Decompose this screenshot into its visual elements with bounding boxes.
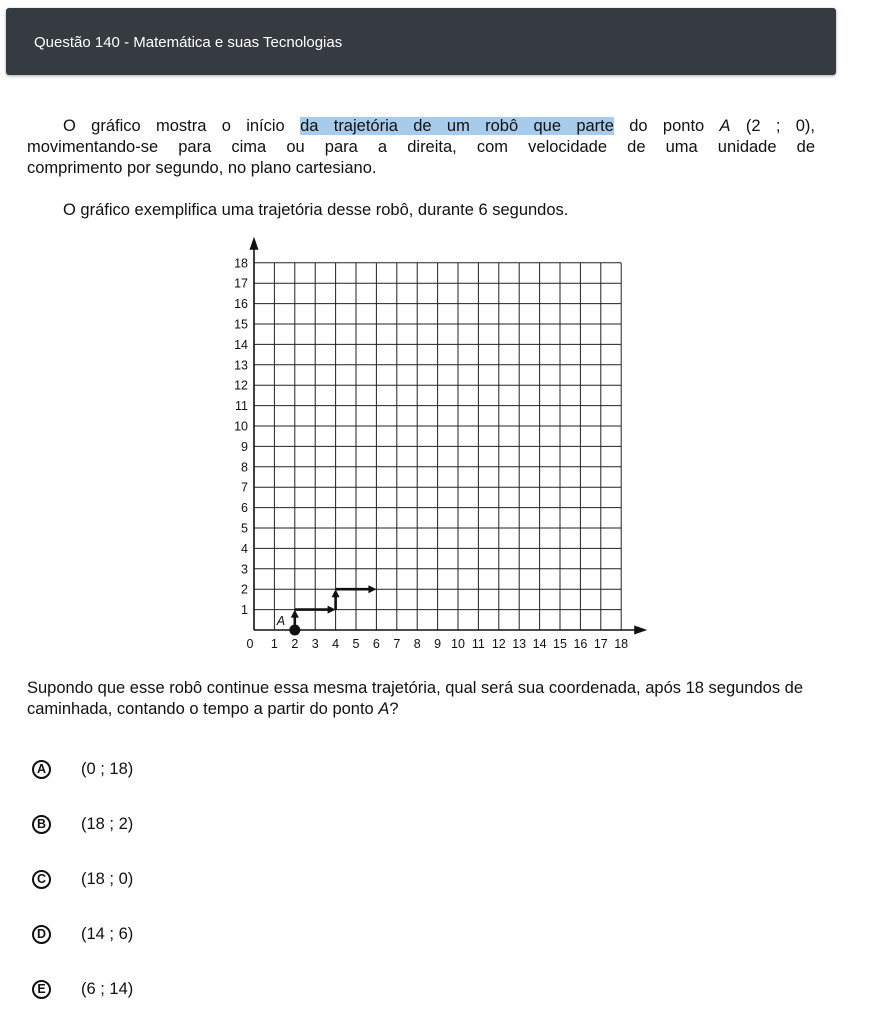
x-tick-label: 12 [491, 637, 506, 651]
option-a-text[interactable]: (0 ; 18) [81, 759, 134, 778]
y-tick-label: 10 [234, 419, 248, 434]
y-tick-label: 12 [234, 378, 248, 393]
x-tick-label: 11 [471, 637, 485, 651]
robot-path [289, 585, 376, 635]
header-title: Questão 140 - Matemática e suas Tecnologias [34, 34, 343, 51]
x-tick-label: 1 [270, 637, 278, 651]
option-e-letter[interactable]: E [32, 980, 51, 999]
option-e-text[interactable]: (6 ; 14) [81, 979, 134, 998]
x-tick-label: 3 [311, 637, 319, 651]
question-part-1: Supondo que esse robô continue essa mesma trajetória, qual será sua coordenada, após 18 segundos de caminhada, contando o tempo a partir do ponto [27, 679, 804, 718]
x-tick-label: 7 [393, 637, 401, 651]
x-axis-arrow [634, 626, 647, 635]
point-name: A [719, 117, 731, 135]
start-point-marker [289, 625, 300, 636]
y-tick-label: 11 [235, 399, 248, 414]
x-tick-label: 16 [573, 637, 588, 651]
x-tick-label: 2 [291, 637, 299, 651]
question-text [27, 678, 827, 720]
option-a-letter[interactable]: A [32, 760, 51, 779]
x-tick-label: 6 [372, 637, 380, 651]
point-a-label: A [276, 614, 286, 628]
y-tick-label: 8 [241, 460, 248, 475]
y-tick-label: 18 [234, 256, 248, 271]
graph-axes [250, 237, 648, 635]
y-tick-label: 3 [241, 562, 248, 577]
option-a[interactable] [32, 757, 133, 781]
statement-line-3: comprimento por segundo, no plano cartesiano. [27, 159, 377, 177]
x-tick-label: 4 [332, 637, 340, 651]
x-tick-label: 18 [614, 637, 629, 651]
x-tick-label: 5 [352, 637, 360, 651]
highlighted-text[interactable]: da trajetória de um robô que parte [300, 117, 614, 135]
option-b-text[interactable]: (18 ; 2) [81, 814, 134, 833]
x-tick-labels [247, 637, 629, 651]
option-c-letter[interactable]: C [32, 870, 51, 889]
statement-paragraph [27, 116, 815, 179]
point-coordinates: (2 ; 0), [730, 117, 815, 135]
y-tick-label: 1 [241, 603, 248, 618]
y-tick-label: 17 [234, 276, 248, 291]
statement-text: do ponto [613, 117, 720, 135]
x-tick-label: 0 [246, 637, 254, 651]
x-tick-label: 13 [512, 637, 527, 651]
x-tick-label: 9 [434, 637, 442, 651]
y-axis-arrow [250, 237, 259, 250]
option-d-letter[interactable]: D [32, 925, 51, 944]
x-tick-label: 8 [413, 637, 421, 651]
question-header [6, 8, 836, 75]
option-b-letter[interactable]: B [32, 815, 51, 834]
x-tick-label: 17 [593, 637, 608, 651]
statement-paragraph-2: O gráfico exemplifica uma trajetória desse robô, durante 6 segundos. [63, 201, 569, 219]
x-tick-label: 10 [451, 637, 465, 651]
y-tick-label: 13 [234, 358, 248, 373]
statement-line-1 [27, 116, 815, 137]
graph-grid [254, 263, 621, 630]
statement-text: O gráfico mostra o início [63, 117, 301, 135]
option-c-text[interactable]: (18 ; 0) [81, 869, 134, 888]
option-d[interactable] [32, 922, 133, 946]
y-tick-label: 4 [241, 541, 248, 556]
y-tick-label: 6 [241, 501, 248, 516]
x-tick-label: 14 [532, 637, 547, 651]
statement-line-2: movimentando-se para cima ou para a direita, com velocidade de uma unidade de [27, 138, 815, 156]
y-tick-label: 15 [234, 317, 248, 332]
y-tick-label: 7 [241, 480, 248, 495]
y-tick-labels [234, 256, 248, 617]
y-tick-label: 16 [234, 297, 248, 312]
x-tick-label: 15 [553, 637, 567, 651]
path-arrowhead [368, 585, 376, 593]
y-tick-label: 5 [241, 521, 248, 536]
option-b[interactable] [32, 812, 133, 836]
cartesian-graph [210, 232, 670, 662]
option-c[interactable] [32, 867, 133, 891]
question-part-2: ? [389, 700, 399, 718]
question-point-name: A [378, 700, 390, 718]
option-d-text[interactable]: (14 ; 6) [81, 924, 134, 943]
option-e[interactable] [32, 977, 133, 1001]
y-tick-label: 9 [241, 439, 248, 454]
y-tick-label: 14 [234, 337, 248, 352]
y-tick-label: 2 [241, 582, 248, 597]
